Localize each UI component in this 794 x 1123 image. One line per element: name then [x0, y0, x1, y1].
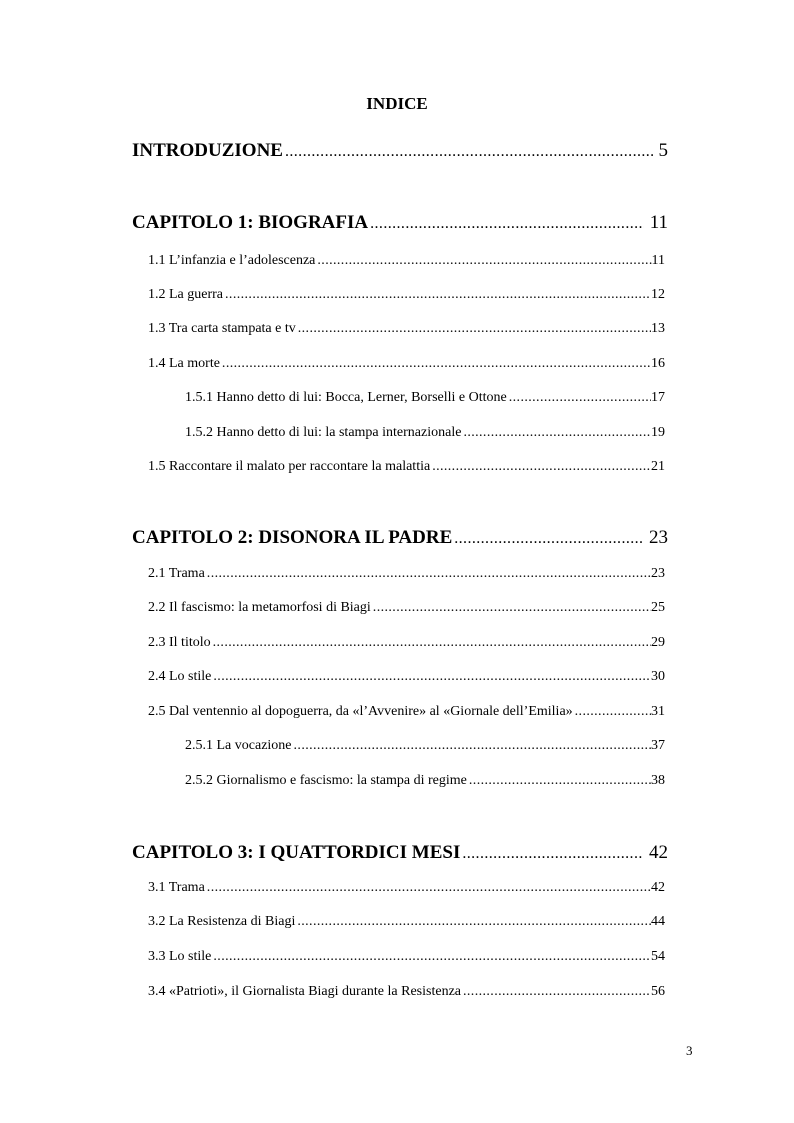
toc-entry-label: 3.3 Lo stile [148, 949, 212, 964]
dot-leader [371, 600, 651, 616]
toc-entry-label: CAPITOLO 1: BIOGRAFIA [132, 212, 369, 233]
toc-section-1-1[interactable] [148, 253, 665, 269]
toc-section-2-4[interactable] [148, 669, 665, 685]
page-title: INDICE [366, 94, 428, 113]
toc-entry-page: 30 [651, 669, 665, 684]
toc-chapter-1[interactable] [132, 212, 668, 234]
toc-entry-introduzione[interactable] [132, 140, 668, 162]
dot-leader [507, 390, 651, 406]
toc-entry-page: 11 [649, 212, 668, 233]
dot-leader [452, 530, 643, 548]
toc-entry-page: 21 [651, 459, 665, 474]
toc-entry-label: 1.5.2 Hanno detto di lui: la stampa internazionale [185, 425, 462, 440]
toc-entry-page: 56 [651, 984, 665, 999]
dot-leader [220, 356, 651, 372]
dot-leader [211, 635, 651, 651]
toc-entry-label: 1.2 La guerra [148, 287, 224, 302]
toc-chapter-3[interactable] [132, 842, 668, 864]
toc-entry-page: 25 [651, 600, 665, 615]
toc-subsection-2-5-1[interactable] [185, 738, 665, 754]
dot-leader [467, 773, 651, 789]
dot-leader [205, 566, 651, 582]
toc-entry-label: 3.2 La Resistenza di Biagi [148, 914, 296, 929]
toc-entry-page: 5 [658, 140, 668, 161]
toc-section-3-4[interactable] [148, 984, 665, 1000]
toc-entry-label: 1.5 Raccontare il malato per raccontare la malattia [148, 459, 431, 474]
toc-section-2-2[interactable] [148, 600, 665, 616]
toc-entry-page: 29 [651, 635, 665, 650]
toc-entry-page: 42 [651, 880, 665, 895]
dot-leader [460, 845, 643, 863]
dot-leader [211, 949, 651, 965]
toc-subsection-2-5-2[interactable] [185, 773, 665, 789]
toc-entry-page: 19 [651, 425, 665, 440]
dot-leader [296, 321, 651, 337]
toc-entry-label: INTRODUZIONE [132, 140, 283, 161]
toc-section-3-2[interactable] [148, 914, 665, 930]
toc-entry-label: 2.5.1 La vocazione [185, 738, 292, 753]
toc-subsection-1-5-1[interactable] [185, 390, 665, 406]
dot-leader [461, 425, 651, 441]
toc-entry-label: 1.5.1 Hanno detto di lui: Bocca, Lerner, Borselli e Ottone [185, 390, 507, 405]
toc-entry-label: 1.3 Tra carta stampata e tv [148, 321, 296, 336]
toc-entry-label: 3.4 «Patrioti», il Giornalista Biagi durante la Resistenza [148, 984, 461, 999]
toc-entry-page: 37 [651, 738, 665, 753]
toc-entry-label: 2.4 Lo stile [148, 669, 212, 684]
dot-leader [461, 984, 651, 1000]
dot-leader [295, 914, 651, 930]
dot-leader [205, 880, 651, 896]
toc-entry-page: 23 [651, 566, 665, 581]
toc-entry-label: CAPITOLO 3: I QUATTORDICI MESI [132, 842, 461, 863]
toc-section-2-5[interactable] [148, 704, 665, 720]
toc-section-1-2[interactable] [148, 287, 665, 303]
toc-subsection-1-5-2[interactable] [185, 425, 665, 441]
page-number: 3 [686, 1043, 693, 1058]
toc-section-2-3[interactable] [148, 635, 665, 651]
toc-entry-page: 11 [651, 253, 665, 268]
toc-section-1-4[interactable] [148, 356, 665, 372]
toc-section-1-5[interactable] [148, 459, 665, 475]
toc-chapter-2[interactable] [132, 527, 668, 549]
toc-section-1-3[interactable] [148, 321, 665, 337]
toc-section-3-1[interactable] [148, 880, 665, 896]
toc-entry-page: 23 [649, 527, 668, 548]
dot-leader [223, 287, 651, 303]
dot-leader [315, 253, 651, 269]
toc-entry-page: 13 [651, 321, 665, 336]
toc-entry-page: 54 [651, 949, 665, 964]
dot-leader [211, 669, 651, 685]
toc-entry-page: 17 [651, 390, 665, 405]
dot-leader [573, 704, 651, 720]
toc-section-2-1[interactable] [148, 566, 665, 582]
dot-leader [368, 215, 644, 233]
dot-leader [283, 143, 653, 161]
toc-entry-label: CAPITOLO 2: DISONORA IL PADRE [132, 527, 453, 548]
toc-entry-label: 3.1 Trama [148, 880, 205, 895]
toc-entry-label: 1.4 La morte [148, 356, 220, 371]
toc-entry-page: 38 [651, 773, 665, 788]
toc-entry-label: 2.3 Il titolo [148, 635, 211, 650]
toc-entry-label: 2.5 Dal ventennio al dopoguerra, da «l’Avvenire» al «Giornale dell’Emilia» [148, 704, 573, 719]
toc-section-3-3[interactable] [148, 949, 665, 965]
toc-entry-page: 31 [651, 704, 665, 719]
toc-entry-label: 1.1 L’infanzia e l’adolescenza [148, 253, 316, 268]
toc-entry-label: 2.2 Il fascismo: la metamorfosi di Biagi [148, 600, 371, 615]
toc-entry-page: 16 [651, 356, 665, 371]
toc-entry-label: 2.1 Trama [148, 566, 205, 581]
toc-entry-label: 2.5.2 Giornalismo e fascismo: la stampa di regime [185, 773, 467, 788]
toc-entry-page: 42 [649, 842, 668, 863]
dot-leader [430, 459, 651, 475]
toc-entry-page: 44 [651, 914, 665, 929]
dot-leader [292, 738, 651, 754]
toc-entry-page: 12 [651, 287, 665, 302]
